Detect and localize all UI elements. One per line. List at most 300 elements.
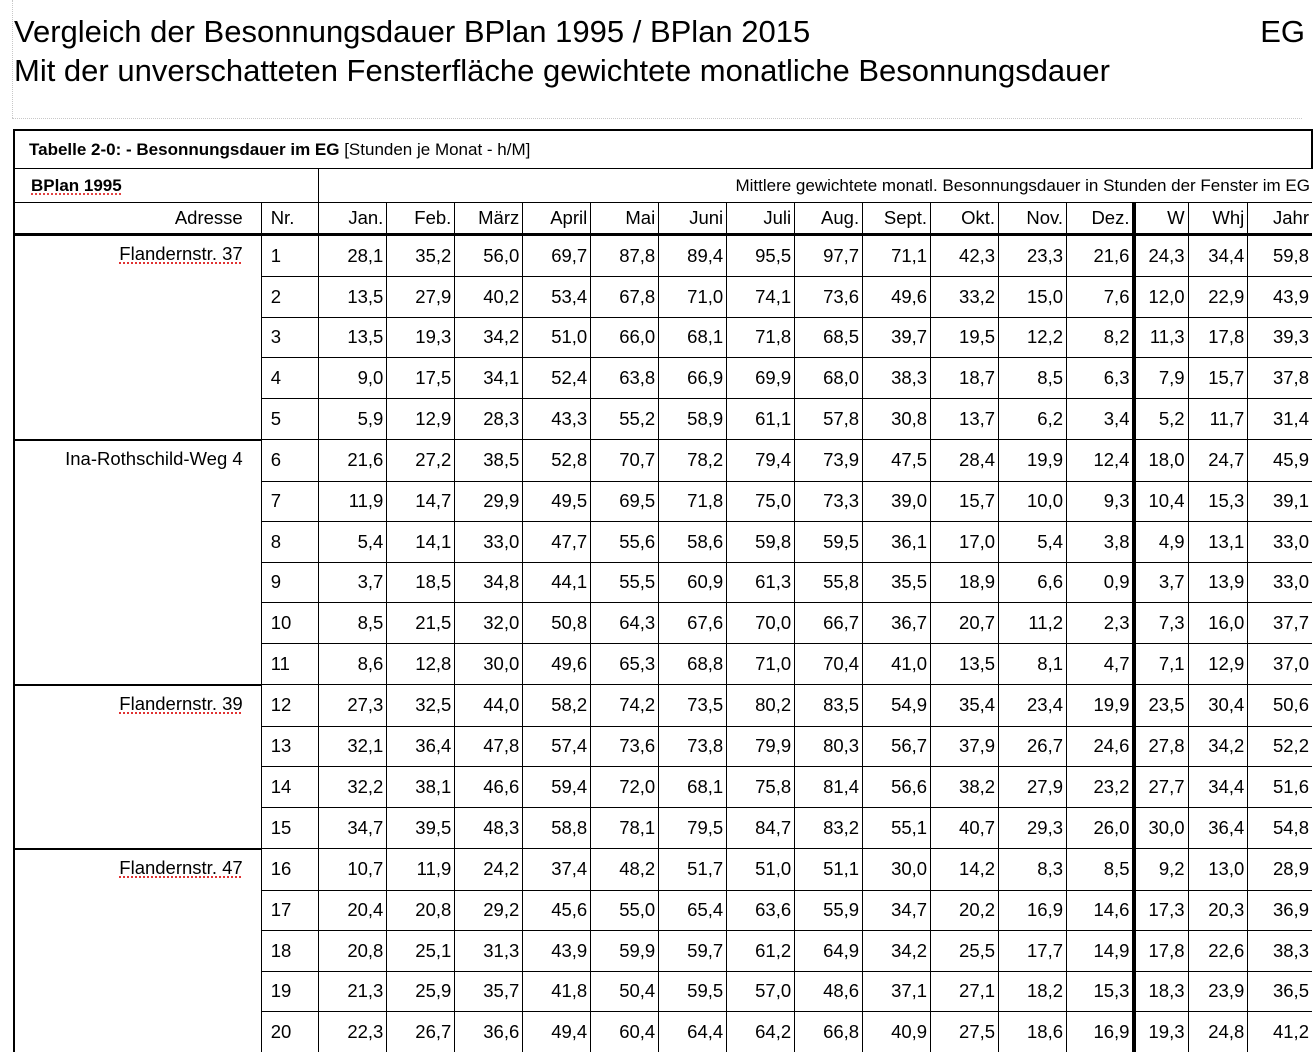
month-value-cell: 51,7 (659, 849, 727, 891)
month-value-cell: 58,8 (523, 807, 591, 849)
address-cell (14, 440, 261, 482)
month-value-cell: 50,8 (523, 603, 591, 644)
month-value-cell: 55,6 (591, 522, 659, 563)
month-value-cell: 66,7 (795, 603, 863, 644)
month-value-cell: 32,0 (455, 603, 523, 644)
month-value-cell: 60,9 (659, 562, 727, 603)
month-value-cell: 63,6 (727, 890, 795, 931)
month-value-cell: 27,9 (999, 767, 1067, 808)
month-value-cell: 26,7 (387, 1012, 455, 1052)
summary-value-cell: 45,9 (1248, 440, 1312, 482)
month-value-cell: 20,8 (387, 890, 455, 931)
summary-value-cell: 27,8 (1134, 726, 1188, 767)
month-value-cell: 70,7 (591, 440, 659, 482)
month-value-cell: 39,7 (863, 317, 931, 358)
month-value-cell: 66,0 (591, 317, 659, 358)
table-row (14, 358, 1312, 399)
address-label: Flandernstr. 47 (119, 857, 242, 878)
month-value-cell: 39,5 (387, 807, 455, 849)
month-value-cell: 67,6 (659, 603, 727, 644)
summary-value-cell: 9,2 (1134, 849, 1188, 891)
month-value-cell: 38,5 (455, 440, 523, 482)
month-value-cell: 34,2 (863, 931, 931, 972)
month-value-cell: 17,7 (999, 931, 1067, 972)
summary-value-cell: 52,2 (1248, 726, 1312, 767)
summary-value-cell: 11,3 (1134, 317, 1188, 358)
month-value-cell: 41,8 (523, 971, 591, 1012)
month-value-cell: 27,1 (931, 971, 999, 1012)
window-number-cell: 6 (261, 440, 319, 482)
month-value-cell: 22,3 (319, 1012, 387, 1052)
month-value-cell: 69,9 (727, 358, 795, 399)
address-cell (14, 562, 261, 603)
window-number-cell: 19 (261, 971, 319, 1012)
month-value-cell: 29,2 (455, 890, 523, 931)
table-row (14, 603, 1312, 644)
month-value-cell: 18,7 (931, 358, 999, 399)
month-value-cell: 38,1 (387, 767, 455, 808)
month-value-cell: 18,5 (387, 562, 455, 603)
table-row (14, 931, 1312, 972)
month-value-cell: 34,7 (863, 890, 931, 931)
summary-value-cell: 7,1 (1134, 643, 1188, 685)
summary-value-cell: 30,4 (1188, 685, 1248, 727)
month-value-cell: 43,9 (523, 931, 591, 972)
month-value-cell: 5,9 (319, 398, 387, 440)
month-value-cell: 11,9 (319, 481, 387, 522)
month-value-cell: 71,0 (659, 277, 727, 318)
address-label: Ina-Rothschild-Weg 4 (65, 448, 243, 469)
month-value-cell: 41,0 (863, 643, 931, 685)
month-value-cell: 35,7 (455, 971, 523, 1012)
column-header-month: April (523, 203, 591, 235)
summary-value-cell: 17,8 (1188, 317, 1248, 358)
window-number-cell: 13 (261, 726, 319, 767)
month-value-cell: 55,2 (591, 398, 659, 440)
month-value-cell: 32,1 (319, 726, 387, 767)
summary-value-cell: 15,7 (1188, 358, 1248, 399)
month-value-cell: 71,8 (727, 317, 795, 358)
table-row (14, 317, 1312, 358)
address-label: Flandernstr. 39 (119, 693, 242, 714)
table-row (14, 277, 1312, 318)
window-number-cell: 2 (261, 277, 319, 318)
month-value-cell: 32,5 (387, 685, 455, 727)
address-label: Flandernstr. 37 (119, 243, 242, 264)
table-row (14, 643, 1312, 685)
month-value-cell: 54,9 (863, 685, 931, 727)
month-value-cell: 6,3 (1067, 358, 1135, 399)
month-value-cell: 68,1 (659, 317, 727, 358)
month-value-cell: 18,2 (999, 971, 1067, 1012)
month-value-cell: 57,0 (727, 971, 795, 1012)
table-row (14, 398, 1312, 440)
address-cell (14, 317, 261, 358)
month-value-cell: 28,4 (931, 440, 999, 482)
summary-value-cell: 12,9 (1188, 643, 1248, 685)
month-value-cell: 8,6 (319, 643, 387, 685)
month-value-cell: 17,5 (387, 358, 455, 399)
summary-value-cell: 17,8 (1134, 931, 1188, 972)
month-value-cell: 75,0 (727, 481, 795, 522)
address-cell (14, 849, 261, 891)
month-value-cell: 26,7 (999, 726, 1067, 767)
summary-value-cell: 19,3 (1134, 1012, 1188, 1052)
month-value-cell: 83,2 (795, 807, 863, 849)
month-value-cell: 20,7 (931, 603, 999, 644)
column-header-summary: Whj (1188, 203, 1248, 235)
month-value-cell: 68,8 (659, 643, 727, 685)
table-row (14, 971, 1312, 1012)
month-value-cell: 9,3 (1067, 481, 1135, 522)
month-value-cell: 69,7 (523, 235, 591, 277)
month-value-cell: 73,6 (591, 726, 659, 767)
summary-value-cell: 38,3 (1248, 931, 1312, 972)
month-value-cell: 36,4 (387, 726, 455, 767)
window-number-cell: 1 (261, 235, 319, 277)
month-value-cell: 60,4 (591, 1012, 659, 1052)
window-number-cell: 9 (261, 562, 319, 603)
month-value-cell: 49,6 (863, 277, 931, 318)
month-value-cell: 8,5 (999, 358, 1067, 399)
month-value-cell: 78,2 (659, 440, 727, 482)
page-margin-guide (12, 118, 1302, 120)
month-value-cell: 13,7 (931, 398, 999, 440)
month-value-cell: 8,2 (1067, 317, 1135, 358)
month-value-cell: 11,2 (999, 603, 1067, 644)
month-value-cell: 25,5 (931, 931, 999, 972)
month-value-cell: 38,2 (931, 767, 999, 808)
month-value-cell: 35,5 (863, 562, 931, 603)
month-value-cell: 56,6 (863, 767, 931, 808)
summary-value-cell: 24,7 (1188, 440, 1248, 482)
month-value-cell: 27,9 (387, 277, 455, 318)
month-value-cell: 58,6 (659, 522, 727, 563)
month-value-cell: 66,8 (795, 1012, 863, 1052)
table-group-row (14, 169, 1312, 203)
address-cell (14, 685, 261, 727)
month-value-cell: 50,4 (591, 971, 659, 1012)
month-value-cell: 6,6 (999, 562, 1067, 603)
month-value-cell: 3,8 (1067, 522, 1135, 563)
month-value-cell: 45,6 (523, 890, 591, 931)
month-value-cell: 32,2 (319, 767, 387, 808)
month-value-cell: 51,0 (523, 317, 591, 358)
month-value-cell: 68,5 (795, 317, 863, 358)
table-row (14, 685, 1312, 727)
table-caption (14, 130, 1312, 169)
month-value-cell: 66,9 (659, 358, 727, 399)
month-value-cell: 47,7 (523, 522, 591, 563)
summary-value-cell: 20,3 (1188, 890, 1248, 931)
month-value-cell: 59,8 (727, 522, 795, 563)
window-number-cell: 3 (261, 317, 319, 358)
month-value-cell: 28,1 (319, 235, 387, 277)
summary-value-cell: 34,2 (1188, 726, 1248, 767)
table-caption-unit: [Stunden je Monat - h/M] (344, 140, 530, 159)
window-number-cell: 7 (261, 481, 319, 522)
table-row (14, 767, 1312, 808)
month-value-cell: 73,3 (795, 481, 863, 522)
summary-value-cell: 7,3 (1134, 603, 1188, 644)
summary-value-cell: 39,1 (1248, 481, 1312, 522)
column-header-month: Juli (727, 203, 795, 235)
month-value-cell: 57,8 (795, 398, 863, 440)
month-value-cell: 3,4 (1067, 398, 1135, 440)
month-value-cell: 46,6 (455, 767, 523, 808)
month-value-cell: 73,8 (659, 726, 727, 767)
table-caption-bold: Tabelle 2-0: - Besonnungsdauer im EG (29, 140, 339, 159)
month-value-cell: 3,7 (319, 562, 387, 603)
month-value-cell: 87,8 (591, 235, 659, 277)
month-value-cell: 33,2 (931, 277, 999, 318)
month-value-cell: 74,2 (591, 685, 659, 727)
summary-value-cell: 28,9 (1248, 849, 1312, 891)
month-value-cell: 49,4 (523, 1012, 591, 1052)
column-header-month: Okt. (931, 203, 999, 235)
month-value-cell: 47,8 (455, 726, 523, 767)
month-value-cell: 21,6 (319, 440, 387, 482)
summary-value-cell: 16,0 (1188, 603, 1248, 644)
month-value-cell: 48,6 (795, 971, 863, 1012)
window-number-cell: 5 (261, 398, 319, 440)
month-value-cell: 34,7 (319, 807, 387, 849)
summary-value-cell: 36,4 (1188, 807, 1248, 849)
address-cell (14, 807, 261, 849)
month-value-cell: 80,3 (795, 726, 863, 767)
month-value-cell: 44,1 (523, 562, 591, 603)
page-title: Vergleich der Besonnungsdauer BPlan 1995 / BPlan 2015 (14, 14, 810, 50)
month-value-cell: 47,5 (863, 440, 931, 482)
month-value-cell: 8,1 (999, 643, 1067, 685)
month-value-cell: 12,8 (387, 643, 455, 685)
month-value-cell: 30,0 (863, 849, 931, 891)
month-value-cell: 51,0 (727, 849, 795, 891)
month-value-cell: 8,3 (999, 849, 1067, 891)
month-value-cell: 19,9 (999, 440, 1067, 482)
summary-value-cell: 11,7 (1188, 398, 1248, 440)
table-row (14, 890, 1312, 931)
month-value-cell: 48,3 (455, 807, 523, 849)
month-value-cell: 16,9 (999, 890, 1067, 931)
window-number-cell: 16 (261, 849, 319, 891)
month-value-cell: 58,2 (523, 685, 591, 727)
table-caption-row (14, 130, 1312, 169)
month-value-cell: 13,5 (319, 277, 387, 318)
month-value-cell: 8,5 (1067, 849, 1135, 891)
month-value-cell: 2,3 (1067, 603, 1135, 644)
window-number-cell: 17 (261, 890, 319, 931)
month-value-cell: 97,7 (795, 235, 863, 277)
summary-value-cell: 24,8 (1188, 1012, 1248, 1052)
month-value-cell: 10,0 (999, 481, 1067, 522)
month-value-cell: 14,7 (387, 481, 455, 522)
month-value-cell: 68,0 (795, 358, 863, 399)
summary-value-cell: 51,6 (1248, 767, 1312, 808)
summary-value-cell: 4,9 (1134, 522, 1188, 563)
month-value-cell: 34,2 (455, 317, 523, 358)
month-value-cell: 36,6 (455, 1012, 523, 1052)
month-value-cell: 37,1 (863, 971, 931, 1012)
month-value-cell: 43,3 (523, 398, 591, 440)
month-value-cell: 58,9 (659, 398, 727, 440)
address-cell (14, 726, 261, 767)
page-subtitle: Mit der unverschatteten Fensterfläche gewichtete monatliche Besonnungsdauer (14, 53, 1110, 89)
summary-value-cell: 37,0 (1248, 643, 1312, 685)
month-value-cell: 70,0 (727, 603, 795, 644)
summary-value-cell: 36,5 (1248, 971, 1312, 1012)
month-value-cell: 30,0 (455, 643, 523, 685)
summary-value-cell: 7,9 (1134, 358, 1188, 399)
month-value-cell: 9,0 (319, 358, 387, 399)
month-value-cell: 17,0 (931, 522, 999, 563)
address-cell (14, 1012, 261, 1052)
month-value-cell: 14,6 (1067, 890, 1135, 931)
month-value-cell: 30,8 (863, 398, 931, 440)
month-value-cell: 25,1 (387, 931, 455, 972)
month-value-cell: 52,8 (523, 440, 591, 482)
month-value-cell: 61,1 (727, 398, 795, 440)
month-value-cell: 25,9 (387, 971, 455, 1012)
month-value-cell: 12,2 (999, 317, 1067, 358)
month-value-cell: 53,4 (523, 277, 591, 318)
column-header-summary: Jahr (1248, 203, 1312, 235)
month-value-cell: 42,3 (931, 235, 999, 277)
summary-value-cell: 31,4 (1248, 398, 1312, 440)
summary-value-cell: 10,4 (1134, 481, 1188, 522)
table-row (14, 726, 1312, 767)
month-value-cell: 55,5 (591, 562, 659, 603)
month-value-cell: 95,5 (727, 235, 795, 277)
month-value-cell: 79,4 (727, 440, 795, 482)
month-value-cell: 14,9 (1067, 931, 1135, 972)
table-row (14, 235, 1312, 277)
month-value-cell: 20,4 (319, 890, 387, 931)
table-row (14, 807, 1312, 849)
table-row (14, 440, 1312, 482)
month-value-cell: 15,0 (999, 277, 1067, 318)
month-value-cell: 24,2 (455, 849, 523, 891)
month-value-cell: 73,6 (795, 277, 863, 318)
column-header-month: Mai (591, 203, 659, 235)
month-value-cell: 51,1 (795, 849, 863, 891)
month-value-cell: 12,9 (387, 398, 455, 440)
column-header-nr: Nr. (261, 203, 319, 235)
address-cell (14, 603, 261, 644)
summary-value-cell: 33,0 (1248, 522, 1312, 563)
month-value-cell: 74,1 (727, 277, 795, 318)
month-value-cell: 40,2 (455, 277, 523, 318)
month-value-cell: 28,3 (455, 398, 523, 440)
month-value-cell: 61,2 (727, 931, 795, 972)
month-value-cell: 35,2 (387, 235, 455, 277)
month-value-cell: 21,3 (319, 971, 387, 1012)
month-value-cell: 21,6 (1067, 235, 1135, 277)
month-value-cell: 20,2 (931, 890, 999, 931)
month-value-cell: 69,5 (591, 481, 659, 522)
month-value-cell: 78,1 (591, 807, 659, 849)
month-value-cell: 70,4 (795, 643, 863, 685)
summary-value-cell: 15,3 (1188, 481, 1248, 522)
month-value-cell: 64,4 (659, 1012, 727, 1052)
month-value-cell: 34,1 (455, 358, 523, 399)
summary-value-cell: 30,0 (1134, 807, 1188, 849)
month-value-cell: 20,8 (319, 931, 387, 972)
month-value-cell: 73,9 (795, 440, 863, 482)
month-value-cell: 84,7 (727, 807, 795, 849)
month-value-cell: 73,5 (659, 685, 727, 727)
month-value-cell: 71,0 (727, 643, 795, 685)
summary-value-cell: 24,3 (1134, 235, 1188, 277)
month-value-cell: 26,0 (1067, 807, 1135, 849)
month-value-cell: 64,3 (591, 603, 659, 644)
summary-value-cell: 41,2 (1248, 1012, 1312, 1052)
column-header-month: Juni (659, 203, 727, 235)
month-value-cell: 71,1 (863, 235, 931, 277)
sun-duration-table (13, 129, 1309, 919)
month-value-cell: 68,1 (659, 767, 727, 808)
window-number-cell: 4 (261, 358, 319, 399)
month-value-cell: 15,3 (1067, 971, 1135, 1012)
month-value-cell: 31,3 (455, 931, 523, 972)
column-header-month: Aug. (795, 203, 863, 235)
month-value-cell: 4,7 (1067, 643, 1135, 685)
month-value-cell: 18,6 (999, 1012, 1067, 1052)
summary-value-cell: 22,6 (1188, 931, 1248, 972)
month-value-cell: 24,6 (1067, 726, 1135, 767)
summary-value-cell: 36,9 (1248, 890, 1312, 931)
month-value-cell: 29,9 (455, 481, 523, 522)
summary-value-cell: 43,9 (1248, 277, 1312, 318)
month-value-cell: 59,9 (591, 931, 659, 972)
summary-value-cell: 17,3 (1134, 890, 1188, 931)
summary-value-cell: 50,6 (1248, 685, 1312, 727)
month-value-cell: 57,4 (523, 726, 591, 767)
summary-value-cell: 18,0 (1134, 440, 1188, 482)
month-value-cell: 19,3 (387, 317, 455, 358)
window-number-cell: 20 (261, 1012, 319, 1052)
summary-value-cell: 37,7 (1248, 603, 1312, 644)
table-row (14, 522, 1312, 563)
month-value-cell: 39,0 (863, 481, 931, 522)
window-number-cell: 11 (261, 643, 319, 685)
window-number-cell: 12 (261, 685, 319, 727)
month-value-cell: 14,1 (387, 522, 455, 563)
column-header-month: Nov. (999, 203, 1067, 235)
month-value-cell: 52,4 (523, 358, 591, 399)
month-value-cell: 37,9 (931, 726, 999, 767)
month-value-cell: 13,5 (319, 317, 387, 358)
summary-value-cell: 27,7 (1134, 767, 1188, 808)
month-value-cell: 81,4 (795, 767, 863, 808)
column-header-month: Feb. (387, 203, 455, 235)
table-row (14, 562, 1312, 603)
table-row (14, 481, 1312, 522)
address-cell (14, 235, 261, 277)
month-value-cell: 59,5 (795, 522, 863, 563)
summary-value-cell: 5,2 (1134, 398, 1188, 440)
column-header-month: März (455, 203, 523, 235)
address-cell (14, 971, 261, 1012)
month-value-cell: 40,9 (863, 1012, 931, 1052)
column-header-month: Sept. (863, 203, 931, 235)
month-value-cell: 6,2 (999, 398, 1067, 440)
month-value-cell: 59,7 (659, 931, 727, 972)
table-row (14, 849, 1312, 891)
window-number-cell: 8 (261, 522, 319, 563)
month-value-cell: 55,1 (863, 807, 931, 849)
window-number-cell: 18 (261, 931, 319, 972)
